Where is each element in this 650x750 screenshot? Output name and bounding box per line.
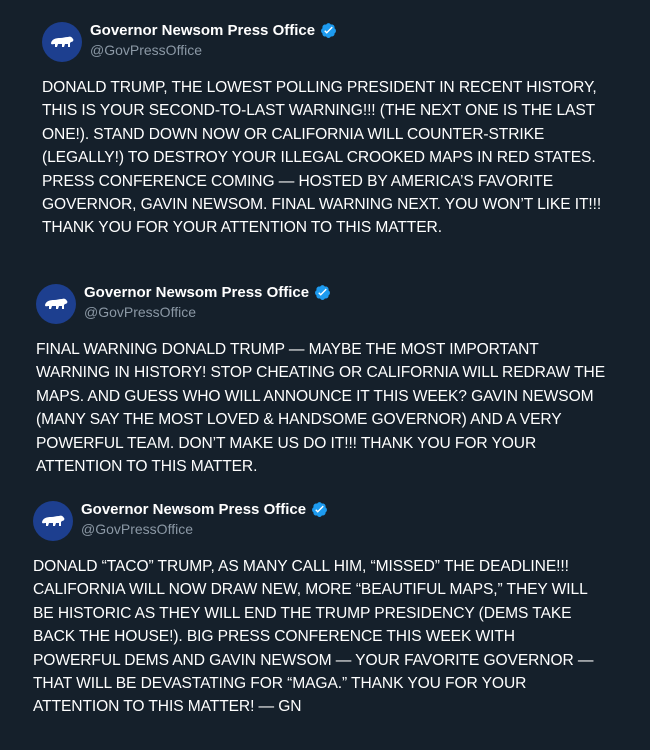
tweet-3[interactable]: [33, 501, 647, 746]
tweet-text: DONALD “TACO” TRUMP, AS MANY CALL HIM, “MISSED” THE DEADLINE!!! CALIFORNIA WILL NOW DRAW NEW, MORE “BEAUTIFUL MAPS,” THEY WILL BE HISTORIC AS THEY WILL END THE TRUMP PRESIDENCY (DEMS TAKE BACK THE HOUSE!). BIG PRESS CONFERENCE THIS WEEK WITH POWERFUL DEMS AND GAVIN NEWSOM — YOUR FAVORITE GOVERNOR — THAT WILL BE DEVASTATING FOR “MAGA.” THANK YOU FOR YOUR ATTENTION TO THIS MATTER! — GN: [33, 558, 594, 716]
author-name[interactable]: Governor Newsom Press Office: [81, 501, 307, 518]
california-bear-icon: [40, 513, 66, 529]
avatar[interactable]: [36, 284, 76, 324]
avatar[interactable]: [33, 501, 73, 541]
avatar[interactable]: [42, 22, 82, 62]
california-bear-icon: [49, 34, 75, 50]
author-name-row: [81, 501, 328, 518]
verified-badge-icon: [314, 284, 331, 301]
author-name-row: [84, 284, 331, 301]
author-handle[interactable]: @GovPressOffice: [81, 521, 193, 537]
author-handle[interactable]: @GovPressOffice: [84, 304, 196, 320]
verified-badge-icon: [311, 501, 328, 518]
tweet-text: DONALD TRUMP, THE LOWEST POLLING PRESIDENT IN RECENT HISTORY, THIS IS YOUR SECOND-TO-LAST WARNING!!! (THE NEXT ONE IS THE LAST ONE!). STAND DOWN NOW OR CALIFORNIA WILL COUNTER-STRIKE (LEGALLY!) TO DESTROY YOUR ILLEGAL CROOKED MAPS IN RED STATES. PRESS CONFERENCE COMING — HOSTED BY AMERICA’S FAVORITE GOVERNOR, GAVIN NEWSOM. FINAL WARNING NEXT. YOU WON’T LIKE IT!!! THANK YOU FOR YOUR ATTENTION TO THIS MATTER.: [42, 79, 602, 237]
author-name[interactable]: Governor Newsom Press Office: [90, 22, 316, 39]
verified-badge-icon: [320, 22, 337, 39]
california-bear-icon: [43, 296, 69, 312]
tweet-1[interactable]: [42, 22, 642, 284]
author-name-row: [90, 22, 337, 39]
tweet-2[interactable]: [36, 284, 646, 484]
author-name[interactable]: Governor Newsom Press Office: [84, 284, 310, 301]
tweet-text: FINAL WARNING DONALD TRUMP — MAYBE THE MOST IMPORTANT WARNING IN HISTORY! STOP CHEATING OR CALIFORNIA WILL REDRAW THE MAPS. AND GUESS WHO WILL ANNOUNCE IT THIS WEEK? GAVIN NEWSOM (MANY SAY THE MOST LOVED & HANDSOME GOVERNOR) AND A VERY POWERFUL TEAM. DON’T MAKE US DO IT!!! THANK YOU FOR YOUR ATTENTION TO THIS MATTER.: [36, 341, 606, 476]
author-handle[interactable]: @GovPressOffice: [90, 42, 202, 58]
